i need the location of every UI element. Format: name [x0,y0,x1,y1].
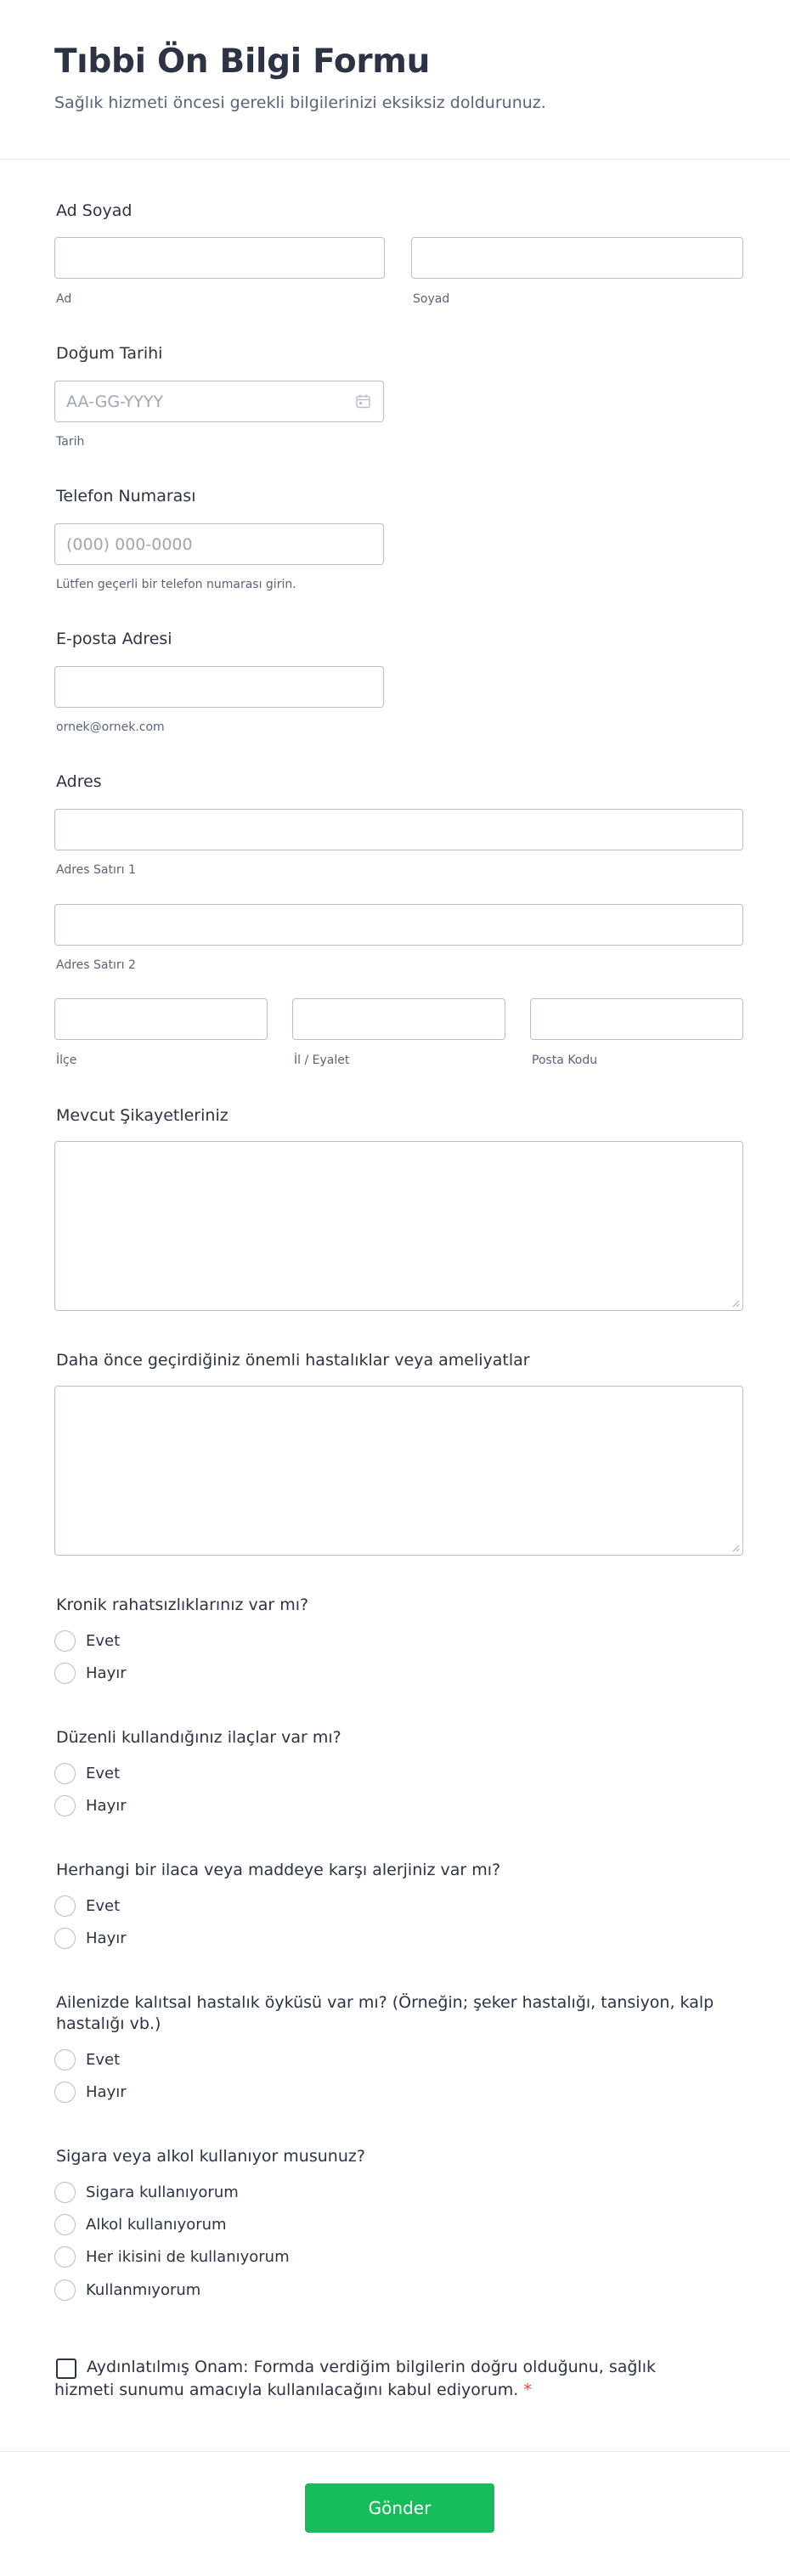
radio-button[interactable] [54,2214,76,2235]
district-sublabel: İlçe [56,1054,77,1067]
radio-label: Hayır [86,2082,127,2101]
form-header [0,0,790,160]
allergy-option-yes[interactable] [54,1894,120,1918]
email-sublabel: ornek@ornek.com [56,720,165,734]
page-title: Tıbbi Ön Bilgi Formu [54,42,431,81]
page-subtitle: Sağlık hizmeti öncesi gerekli bilgilerinizi eksiksiz doldurunuz. [54,93,546,112]
family-history-option-yes[interactable] [54,2048,120,2071]
chronic-question-label: Kronik rahatsızlıklarınız var mı? [56,1596,309,1614]
phone-input[interactable] [54,523,384,565]
smoking-question-label: Sigara veya alkol kullanıyor musunuz? [56,2147,365,2166]
consent-text: Aydınlatılmış Onam: Formda verdiğim bilgilerin doğru olduğunu, sağlık [87,2358,656,2376]
radio-label: Her ikisini de kullanıyorum [86,2247,290,2266]
medication-option-yes[interactable] [54,1761,120,1785]
address-line1-input[interactable] [54,809,743,850]
smoking-option-both[interactable] [54,2245,290,2268]
address-label: Adres [56,772,102,791]
required-mark: * [523,2381,532,2399]
radio-button[interactable] [54,1763,76,1784]
smoking-option-smoke[interactable] [54,2180,239,2204]
chronic-option-yes[interactable] [54,1629,120,1652]
radio-button[interactable] [54,1663,76,1684]
footer-divider [0,2451,790,2452]
first-name-sublabel: Ad [56,292,72,306]
resize-handle-icon[interactable] [731,1544,740,1552]
radio-button[interactable] [54,2246,76,2268]
radio-label: Evet [86,1764,121,1782]
postal-code-input[interactable] [530,998,743,1040]
smoking-option-alcohol[interactable] [54,2212,227,2236]
radio-label: Hayır [86,1796,127,1815]
consent-checkbox[interactable] [56,2359,76,2379]
medication-option-no[interactable] [54,1794,127,1817]
history-label: Daha önce geçirdiğiniz önemli hastalıklar veya ameliyatlar [56,1351,530,1370]
address-line1-sublabel: Adres Satırı 1 [56,863,136,877]
phone-label: Telefon Numarası [56,487,196,506]
radio-label: Evet [86,2050,121,2069]
complaints-textarea[interactable] [54,1141,743,1311]
radio-button[interactable] [54,1928,76,1949]
birth-date-input[interactable] [54,381,384,422]
family-history-option-no[interactable] [54,2080,127,2104]
phone-placeholder: (000) 000-0000 [66,534,193,554]
last-name-input[interactable] [411,237,743,279]
radio-label: Kullanmıyorum [86,2280,201,2299]
birth-date-label: Doğum Tarihi [56,344,163,363]
calendar-icon[interactable] [355,393,371,410]
complaints-label: Mevcut Şikayetleriniz [56,1106,229,1125]
email-label: E-posta Adresi [56,630,172,648]
postal-code-sublabel: Posta Kodu [532,1054,598,1067]
phone-sublabel: Lütfen geçerli bir telefon numarası girin. [56,578,296,591]
chronic-option-no[interactable] [54,1661,127,1685]
resize-handle-icon[interactable] [731,1299,740,1308]
radio-label: Hayır [86,1929,127,1947]
radio-button[interactable] [54,2279,76,2301]
radio-label: Sigara kullanıyorum [86,2183,239,2201]
first-name-input[interactable] [54,237,385,279]
province-sublabel: İl / Eyalet [294,1054,350,1067]
radio-button[interactable] [54,2082,76,2103]
radio-button[interactable] [54,1795,76,1816]
medication-question-label: Düzenli kullandığınız ilaçlar var mı? [56,1728,341,1747]
birth-date-sublabel: Tarih [56,435,85,449]
radio-button[interactable] [54,1630,76,1652]
radio-button[interactable] [54,2049,76,2070]
history-textarea[interactable] [54,1386,743,1556]
allergy-option-no[interactable] [54,1926,127,1950]
radio-button[interactable] [54,2182,76,2203]
birth-date-placeholder: AA-GG-YYYY [66,392,164,411]
radio-label: Hayır [86,1664,127,1682]
consent-text-cont [54,2381,532,2399]
allergy-question-label: Herhangi bir ilaca veya maddeye karşı alerjiniz var mı? [56,1861,501,1879]
radio-label: Evet [86,1896,121,1915]
family-history-question-label-cont: hastalığı vb.) [56,2014,161,2033]
radio-button[interactable] [54,1895,76,1917]
email-input[interactable] [54,666,384,708]
province-input[interactable] [292,998,505,1040]
radio-label: Alkol kullanıyorum [86,2215,227,2234]
address-line2-sublabel: Adres Satırı 2 [56,958,136,972]
consent-text-line2: hizmeti sunumu amacıyla kullanılacağını kabul ediyorum. [54,2381,519,2399]
family-history-question-label: Ailenizde kalıtsal hastalık öyküsü var mı? (Örneğin; şeker hastalığı, tansiyon, kalp [56,1993,714,2012]
submit-button[interactable]: Gönder [305,2483,494,2533]
last-name-sublabel: Soyad [413,292,450,306]
smoking-option-none[interactable] [54,2278,200,2302]
radio-label: Evet [86,1631,121,1650]
address-line2-input[interactable] [54,904,743,946]
name-label: Ad Soyad [56,201,133,220]
district-input[interactable] [54,998,268,1040]
